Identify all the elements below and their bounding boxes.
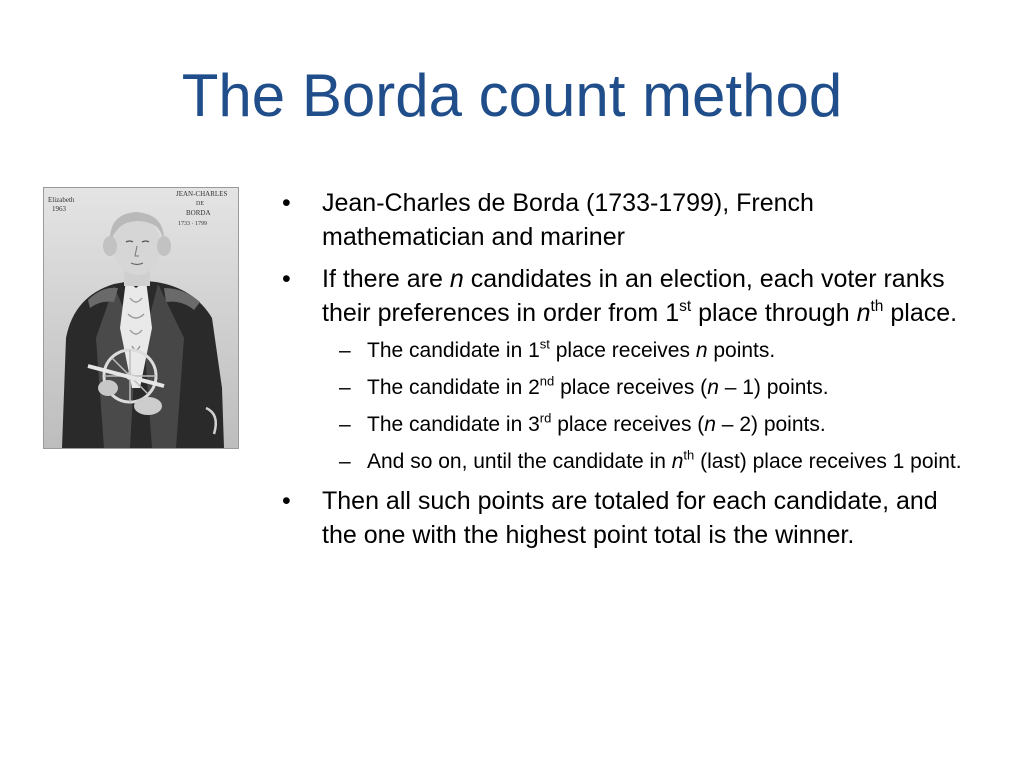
variable-n: n [704, 413, 716, 436]
slide-content [282, 186, 972, 560]
text-fragment: If there are [322, 265, 450, 293]
portrait-years: 1733 · 1799 [178, 221, 207, 227]
variable-n: n [449, 265, 464, 293]
portrait-name-de: DE [196, 201, 204, 207]
ordinal-suffix: nd [539, 373, 555, 389]
text-fragment: place. [883, 299, 958, 327]
bullet-totaling-rule-text: Then all such points are totaled for each candidate, and the one with the highest point total is the winner. [322, 487, 938, 549]
text-fragment: (last) place receives 1 point. [694, 450, 962, 473]
portrait-corner-year: 1963 [52, 205, 66, 213]
text-fragment: The candidate in 2 [367, 376, 540, 399]
ordinal-suffix: st [539, 336, 550, 352]
ordinal-suffix: rd [539, 410, 552, 426]
text-fragment: points. [707, 339, 776, 362]
ordinal-suffix: th [870, 297, 884, 315]
text-fragment: place receives ( [551, 413, 705, 436]
text-fragment: candidates in an election, each voter ranks their preferences in order from 1 [322, 265, 945, 327]
variable-n: n [856, 299, 871, 327]
text-fragment: The candidate in 1 [367, 339, 540, 362]
sub-bullet-second-place [282, 373, 972, 403]
text-fragment: The candidate in 3 [367, 413, 540, 436]
text-fragment: place receives ( [554, 376, 708, 399]
portrait-corner-text: Elizabeth [48, 196, 75, 204]
text-fragment: – 2) points. [715, 413, 826, 436]
variable-n: n [671, 450, 684, 473]
bullet-borda-bio-text: Jean-Charles de Borda (1733-1799), French mathematician and mariner [322, 189, 814, 251]
text-fragment: – 1) points. [718, 376, 829, 399]
ordinal-suffix: st [679, 297, 692, 315]
portrait-name-bottom: BORDA [186, 209, 211, 217]
sub-bullet-last-place [282, 447, 972, 477]
borda-portrait [43, 187, 239, 449]
text-fragment: And so on, until the candidate in [367, 450, 672, 473]
text-fragment: place through [691, 299, 857, 327]
text-fragment: place receives [549, 339, 696, 362]
bullet-totaling-rule [282, 484, 972, 552]
sub-bullet-first-place [282, 336, 972, 366]
ordinal-suffix: th [683, 447, 695, 463]
sub-bullet-third-place [282, 410, 972, 440]
portrait-engraving [44, 188, 238, 448]
slide-title: The Borda count method [181, 62, 843, 129]
variable-n: n [707, 376, 719, 399]
bullet-ranking-rule [282, 262, 972, 330]
bullet-borda-bio [282, 186, 972, 254]
variable-n: n [695, 339, 708, 362]
portrait-name-top: JEAN-CHARLES [176, 190, 228, 198]
